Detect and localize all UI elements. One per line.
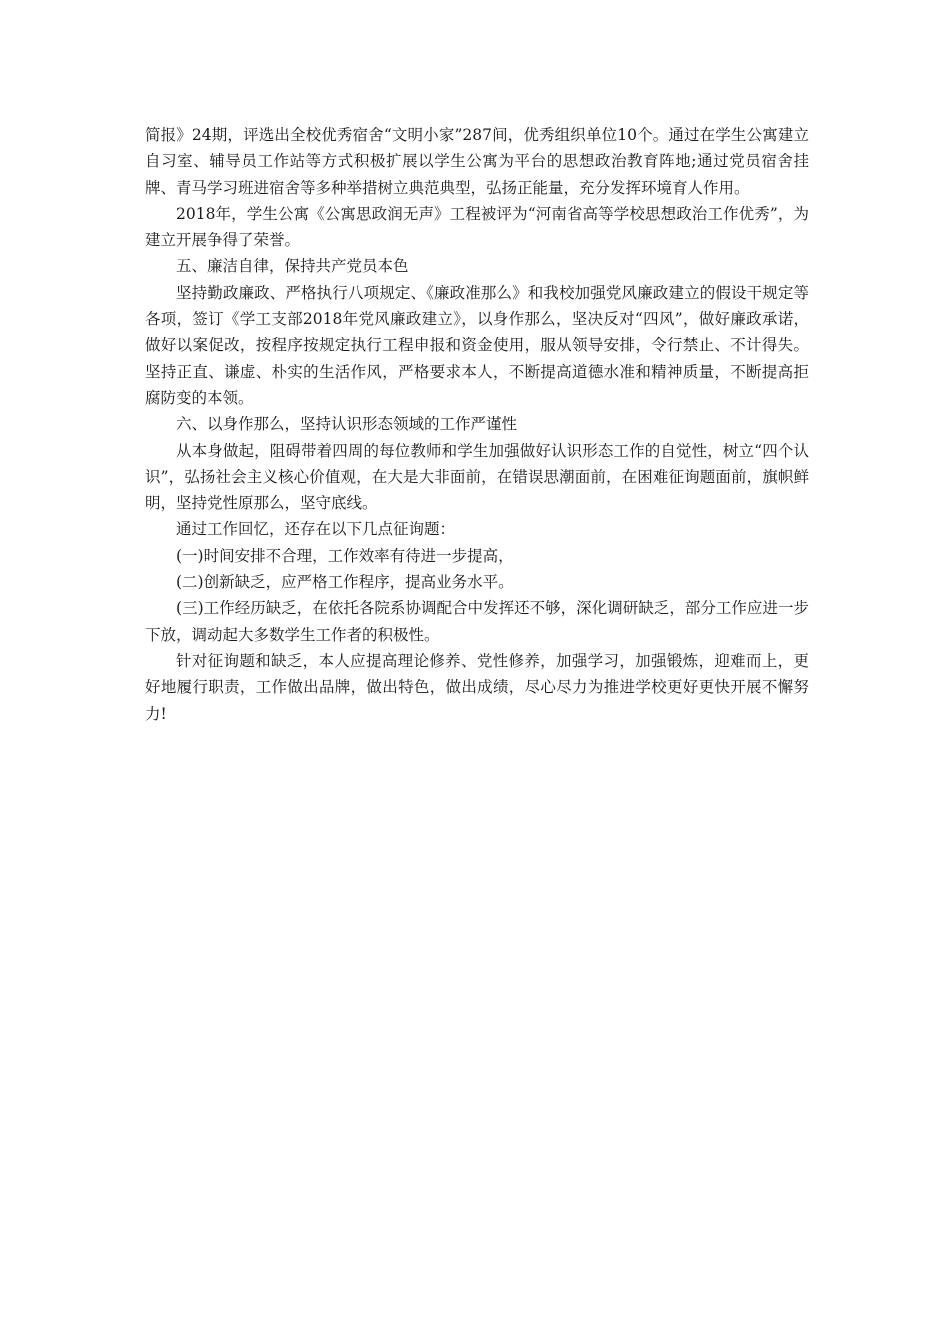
paragraph-continuation: 简报》24期，评选出全校优秀宿舍“文明小家”287间，优秀组织单位10个。通过在学生公寓建立自习室、辅导员工作站等方式积极扩展以学生公寓为平台的思想政治教育阵地;通过党员宿舍挂牌、青马学习班进宿舍等多种举措树立典范典型，弘扬正能量，充分发挥环境育人作用。 bbox=[145, 126, 809, 197]
paragraph-award: 2018年，学生公寓《公寓思政润无声》工程被评为“河南省高等学校思想政治工作优秀”，为建立开展争得了荣誉。 bbox=[145, 204, 809, 250]
list-item-problem-1: (一)时间安排不合理，工作效率有待进一步提高， bbox=[176, 546, 514, 565]
section-heading-ideology: 六、以身作那么，坚持认识形态领域的工作严谨性 bbox=[176, 415, 518, 434]
section-heading-integrity: 五、廉洁自律，保持共产党员本色 bbox=[176, 257, 409, 276]
list-item-problem-2: (二)创新缺乏，应严格工作程序，提高业务水平。 bbox=[176, 573, 514, 592]
paragraph-conclusion: 针对征询题和缺乏，本人应提高理论修养、党性修养，加强学习，加强锻炼，迎难而上，更好地履行职责，工作做出品牌，做出特色，做出成绩，尽心尽力为推进学校更好更快开展不懈努力! bbox=[145, 651, 809, 723]
document-body bbox=[145, 122, 809, 727]
paragraph-problems-intro: 通过工作回忆，还存在以下几点征询题： bbox=[176, 520, 456, 539]
paragraph-ideology: 从本身做起，阻碍带着四周的每位教师和学生加强做好认识形态工作的自觉性，树立“四个认识”，弘扬社会主义核心价值观，在大是大非面前，在错误思潮面前，在困难征询题面前，旗帜鲜明，坚持党性原那么，坚守底线。 bbox=[145, 441, 809, 513]
list-item-problem-3: (三)工作经历缺乏，在依托各院系协调配合中发挥还不够，深化调研缺乏，部分工作应进一步下放，调动起大多数学生工作者的积极性。 bbox=[145, 599, 809, 644]
paragraph-integrity: 坚持勤政廉政、严格执行八项规定、《廉政准那么》和我校加强党风廉政建立的假设干规定等各项，签订《学工支部2018年党风廉政建立》，以身作那么，坚决反对“四风”，做好廉政承诺，做好以案促改，按程序按规定执行工程申报和资金使用，服从领导安排，令行禁止、不计得失。坚持正直、谦虚、朴实的生活作风，严格要求本人，不断提高道德水准和精神质量，不断提高拒腐防变的本领。 bbox=[145, 283, 809, 407]
